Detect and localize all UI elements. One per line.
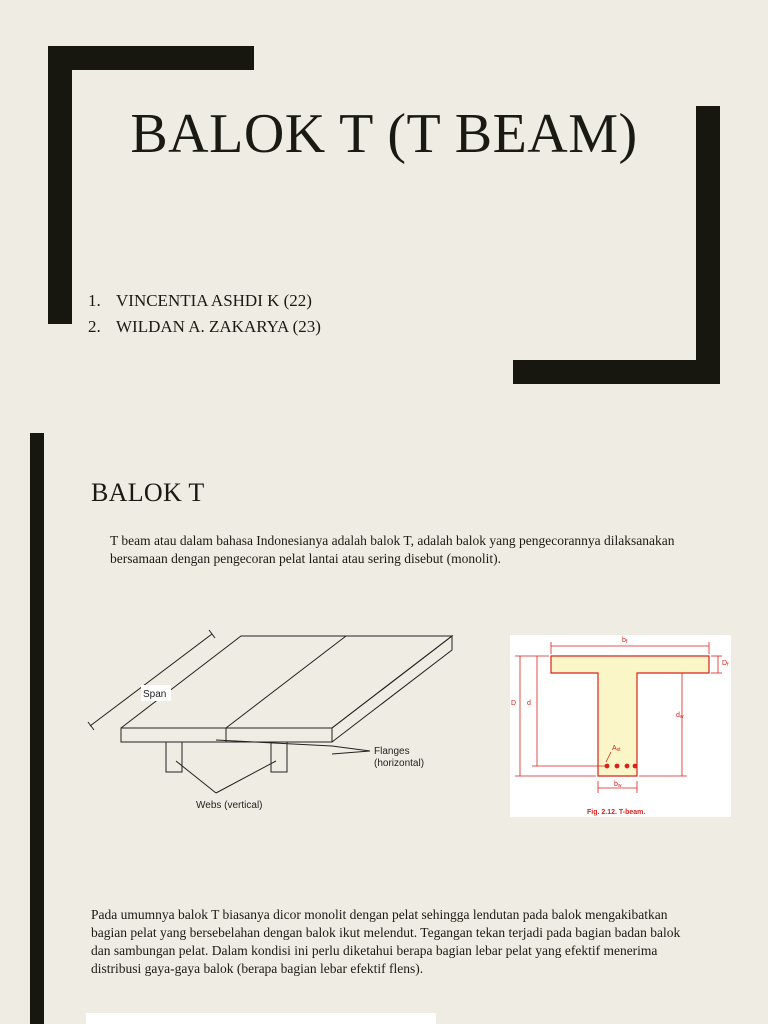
author-number: 2. bbox=[88, 317, 101, 336]
frame-bar-bottom-right-horizontal bbox=[513, 360, 720, 384]
author-item bbox=[88, 314, 321, 340]
span-dimension-line bbox=[90, 634, 212, 726]
author-name: WILDAN A. ZAKARYA (23) bbox=[116, 317, 321, 336]
total-depth-label: D bbox=[511, 700, 517, 707]
web-left bbox=[166, 742, 182, 772]
figure-caption: Fig. 2.12. T-beam. bbox=[587, 809, 646, 816]
left-accent-bar bbox=[30, 866, 44, 1024]
slab-side-face bbox=[332, 636, 452, 742]
bf-label: bf bbox=[622, 637, 628, 645]
web-leader-left bbox=[176, 761, 216, 793]
web-leader-right bbox=[216, 761, 276, 793]
partial-figure bbox=[86, 1013, 436, 1024]
slab-joint-line bbox=[226, 636, 346, 728]
balok-t-slide bbox=[0, 418, 768, 866]
author-number: 1. bbox=[88, 291, 101, 310]
title-slide bbox=[0, 0, 768, 418]
t-section-shape bbox=[551, 656, 709, 776]
webs-label: Webs (vertical) bbox=[196, 800, 263, 811]
ast-label: Ast bbox=[612, 745, 621, 753]
flanges-orientation-label: (horizontal) bbox=[374, 758, 425, 769]
frame-bar-top-left-vertical bbox=[48, 46, 72, 324]
section-heading: BALOK T bbox=[91, 478, 205, 507]
author-list bbox=[88, 288, 321, 340]
t-beam-section-diagram bbox=[510, 635, 731, 817]
rebar bbox=[605, 764, 610, 769]
author-name: VINCENTIA ASHDI K (22) bbox=[116, 291, 312, 310]
definition-paragraph: T beam atau dalam bahasa Indonesianya adalah balok T, adalah balok yang pengecorannya dilaksanakan bersamaan dengan pengecoran pelat lantai atau sering disebut (monolit). bbox=[110, 533, 675, 566]
bw-label: bw bbox=[614, 781, 622, 789]
left-accent-bar bbox=[30, 433, 44, 866]
rebar bbox=[625, 764, 630, 769]
monolit-slide bbox=[0, 866, 768, 1024]
effective-depth-label: d bbox=[527, 700, 531, 707]
span-label: Span bbox=[143, 689, 167, 700]
web-right bbox=[271, 742, 287, 772]
flanges-label: Flanges bbox=[374, 746, 410, 757]
rebar bbox=[615, 764, 620, 769]
df-label: Df bbox=[722, 660, 729, 668]
explanation-paragraph: Pada umumnya balok T biasanya dicor monolit dengan pelat sehingga lendutan pada balok mengakibatkan bagian pelat yang bersebelahan dengan balok ikut melendut. Tegangan tekan terjadi pada bagian badan balok dan sambungan pelat. Dalam kondisi ini perlu diketahui berapa bagian lebar pelat yang efektif menerima distribusi gaya-gaya balok (berapa bagian lebar efektif flens). bbox=[91, 907, 681, 976]
author-item bbox=[88, 288, 321, 314]
rebar bbox=[633, 764, 638, 769]
web-depth-label: dw bbox=[676, 712, 684, 720]
slide-title: BALOK T (T BEAM) bbox=[130, 103, 638, 165]
t-beam-floor-diagram bbox=[86, 628, 466, 818]
frame-bar-top-left-horizontal bbox=[48, 46, 254, 70]
